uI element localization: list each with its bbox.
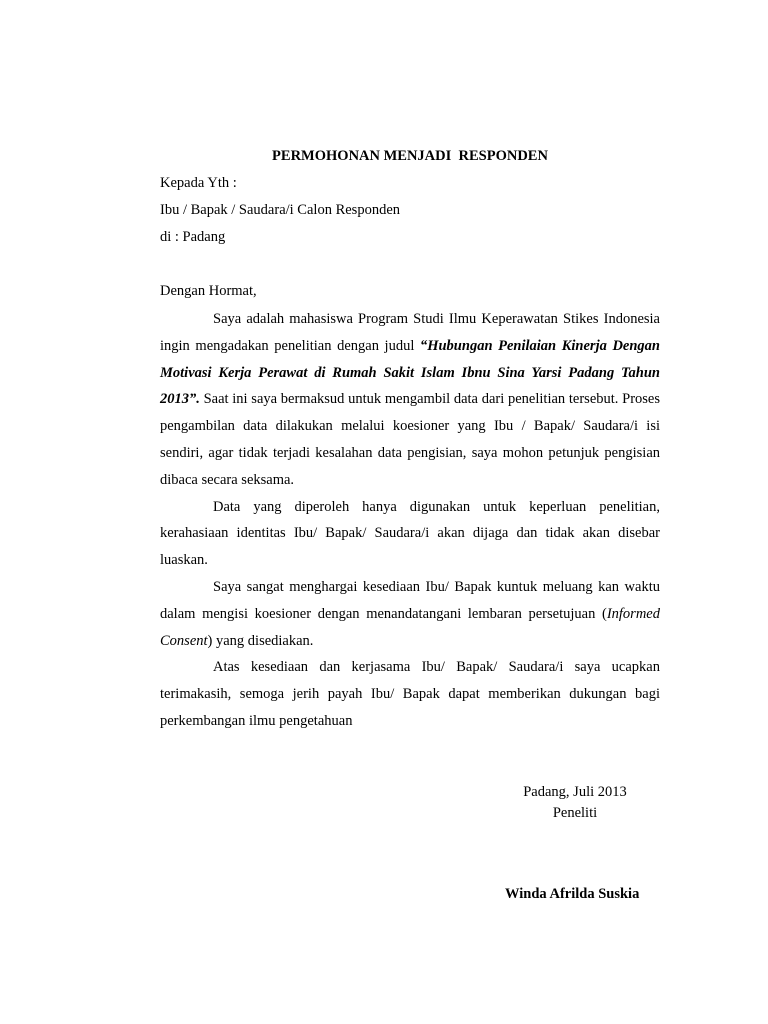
signer-name: Winda Afrilda Suskia xyxy=(505,886,640,902)
paragraph3-after: ) yang disediakan. xyxy=(207,632,314,649)
place-date: Padang, Juli 2013 xyxy=(523,784,627,800)
paragraph-introduction xyxy=(160,306,660,494)
paragraph-consent xyxy=(160,574,660,654)
letter-body xyxy=(160,306,660,735)
paragraph1-rest: Saat ini saya bermaksud untuk mengambil data dari penelitian tersebut. Proses pengambilan data dilakukan melalui koesioner yang Ibu / Bapak/ Saudara/i isi sendiri, agar tidak terjadi kesalahan data pengisian, saya mohon petunjuk pengisian dibaca secara seksama. xyxy=(160,391,660,488)
letter-title: PERMOHONAN MENJADI RESPONDEN xyxy=(272,148,548,164)
address-location: di : Padang xyxy=(160,229,226,245)
address-recipient: Ibu / Bapak / Saudara/i Calon Responden xyxy=(160,202,401,218)
informed-consent-term: Informed Consent xyxy=(160,605,660,649)
address-to: Kepada Yth : xyxy=(160,175,237,191)
signer-role: Peneliti xyxy=(552,805,598,821)
study-title: “Hubungan Penilaian Kinerja Dengan Motivasi Kerja Perawat di Rumah Sakit Islam Ibnu Sina Yarsi Padang Tahun 2013”. xyxy=(160,337,660,408)
paragraph3-before: Saya sangat menghargai kesediaan Ibu/ Bapak kuntuk meluang kan waktu dalam mengisi koesioner dengan menandatangani lembaran persetujuan ( xyxy=(160,578,660,622)
greeting: Dengan Hormat, xyxy=(160,283,257,299)
paragraph-thanks: Atas kesediaan dan kerjasama Ibu/ Bapak/ Saudara/i saya ucapkan terimakasih, semoga jerih payah Ibu/ Bapak dapat memberikan dukungan bagi perkembangan ilmu pengetahuan xyxy=(160,659,660,729)
paragraph1-intro: Saya adalah mahasiswa Program Studi Ilmu Keperawatan Stikes Indonesia ingin mengadakan penelitian dengan judul xyxy=(160,311,660,354)
paragraph-confidentiality: Data yang diperoleh hanya digunakan untuk keperluan penelitian, kerahasiaan identitas Ibu/ Bapak/ Saudara/i akan dijaga dan tidak akan disebar luaskan. xyxy=(160,498,660,569)
